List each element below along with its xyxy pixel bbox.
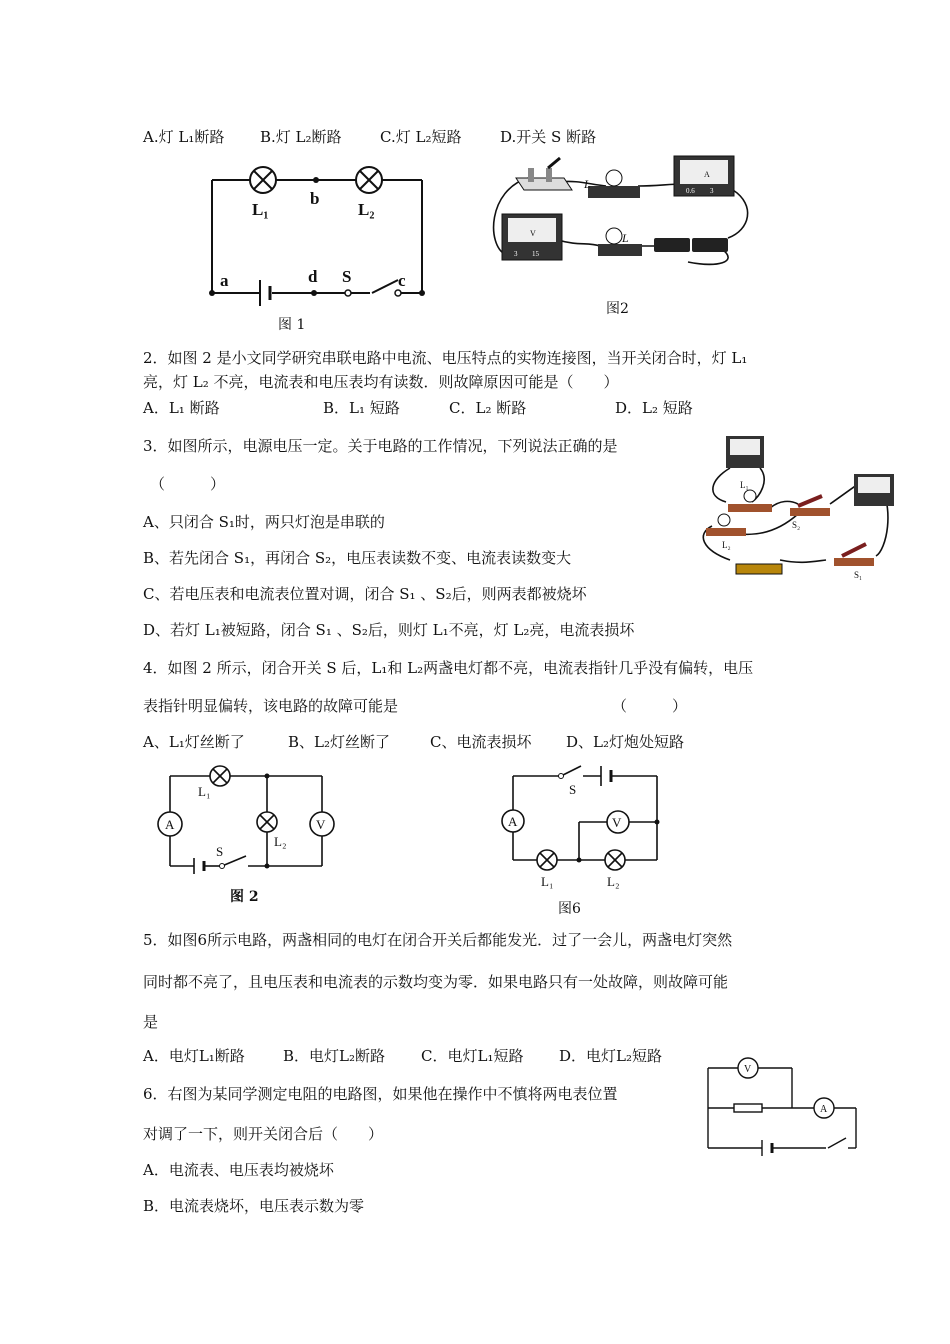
q6-line-2: 对调了一下，则开关闭合后（ ）	[143, 1125, 384, 1143]
figure-2-photo	[488, 150, 758, 275]
fig2-voltmeter-scale-3: 3	[514, 250, 518, 258]
figure-1-circuit	[200, 160, 440, 310]
q5-line-2: 同时都不亮了，且电压表和电流表的示数均变为零．如果电路只有一处故障，则故障可能	[143, 973, 729, 991]
q3-stem: 3．如图所示，电源电压一定。关于电路的工作情况，下列说法正确的是	[143, 437, 618, 455]
q1-choice-d: D.开关 S 断路	[500, 128, 597, 146]
q5-line-1: 5．如图6所示电路，两盏相同的电灯在闭合开关后都能发光．过了一会儿，两盏电灯突然	[143, 931, 733, 949]
fig2-ammeter-scale-06: 0.6	[686, 187, 695, 195]
figure-q6-circuit	[700, 1052, 870, 1156]
q3-option-b: B、若先闭合 S₁，再闭合 S₂，电压表读数不变、电流表读数变大	[143, 549, 572, 567]
figB-label-voltmeter: V	[612, 815, 622, 830]
fig2-ammeter-letter: A	[704, 170, 710, 179]
q5-choice-b: B．电灯L₂断路	[283, 1047, 385, 1065]
q3-blank: （ ）	[150, 475, 226, 493]
figB-label-l2: L₂	[607, 874, 620, 889]
q4-choice-b: B、L₂灯丝断了	[288, 733, 390, 751]
q1-choice-a: A.灯 L₁断路	[143, 128, 225, 146]
figA-label-ammeter: A	[165, 817, 175, 832]
q5-choices	[143, 1046, 662, 1066]
q4-line-1: 4．如图 2 所示，闭合开关 S 后，L₁和 L₂两盏电灯都不亮，电流表指针几乎没有偏转，电压	[143, 659, 754, 677]
q2-line-1: 2．如图 2 是小文同学研究串联电路中电流、电压特点的实物连接图，当开关闭合时，灯 L₁	[143, 349, 748, 367]
fig1-label-a: a	[220, 271, 229, 290]
q6-fig-label-ammeter: A	[820, 1104, 828, 1115]
q5-choice-a: A．电灯L₁断路	[143, 1047, 245, 1065]
fig1-label-c: c	[398, 271, 406, 290]
figure-q4-caption: 图 2	[230, 889, 259, 905]
figure-2-caption: 图2	[606, 301, 629, 317]
q6-fig-label-voltmeter: V	[744, 1064, 752, 1075]
fig1-label-d: d	[308, 267, 318, 286]
figure-1-caption: 图 1	[278, 317, 306, 333]
fig1-label-l1: L₁	[252, 200, 269, 219]
q4-choice-c: C、电流表损坏	[430, 733, 532, 751]
q3-fig-label-l1: L₁	[740, 480, 749, 490]
q6-line-1: 6．右图为某同学测定电阻的电路图，如果他在操作中不慎将两电表位置	[143, 1085, 618, 1103]
q2-line-2: 亮，灯 L₂ 不亮，电流表和电压表均有读数．则故障原因可能是（ ）	[143, 373, 619, 391]
q6-option-a: A．电流表、电压表均被烧坏	[143, 1161, 334, 1179]
q4-choice-d: D、L₂灯炮处短路	[566, 733, 685, 751]
q3-option-c: C、若电压表和电流表位置对调，闭合 S₁ 、S₂后，则两表都被烧坏	[143, 585, 587, 603]
q2-choice-c: C．L₂ 断路	[449, 399, 527, 417]
q5-choice-c: C．电灯L₁短路	[421, 1047, 524, 1065]
q4-choice-a: A、L₁灯丝断了	[143, 733, 245, 751]
fig2-label-l2: L	[622, 231, 629, 245]
q3-option-d: D、若灯 L₁被短路，闭合 S₁ 、S₂后，则灯 L₁不亮，灯 L₂亮，电流表损坏	[143, 621, 635, 639]
q2-choice-b: B．L₁ 短路	[323, 399, 400, 417]
q2-choices	[143, 398, 693, 418]
fig1-label-s: S	[342, 267, 352, 286]
fig2-voltmeter-scale-15: 15	[532, 250, 539, 258]
q4-blank: （ ）	[612, 697, 688, 715]
figA-label-l2: L₂	[274, 834, 287, 849]
figB-label-ammeter: A	[508, 814, 518, 829]
q1-choice-b: B.灯 L₂断路	[260, 128, 342, 146]
q1-choices	[143, 127, 596, 147]
figure-6-caption: 图6	[558, 901, 581, 917]
q2-choice-a: A．L₁ 断路	[143, 399, 220, 417]
q5-choice-d: D．电灯L₂短路	[559, 1047, 663, 1065]
figA-label-s: S	[216, 844, 224, 859]
q4-line-2: 表指针明显偏转，该电路的故障可能是	[143, 697, 399, 715]
fig1-label-l2: L₂	[358, 200, 375, 219]
q4-choices	[143, 732, 684, 752]
figB-label-l1: L₁	[541, 874, 554, 889]
fig2-voltmeter-letter: V	[530, 229, 536, 238]
fig2-label-l1: L	[584, 177, 591, 191]
q6-option-b: B．电流表烧坏，电压表示数为零	[143, 1197, 365, 1215]
figA-label-l1: L₁	[198, 784, 211, 799]
figure-6-circuit	[495, 762, 675, 892]
figure-q4-circuit	[150, 762, 350, 882]
figA-label-voltmeter: V	[316, 817, 326, 832]
fig1-label-b: b	[310, 189, 320, 208]
q3-fig-label-l2: L₂	[722, 540, 731, 550]
q3-fig-label-s1: S₁	[854, 570, 863, 580]
figB-label-s: S	[569, 782, 577, 797]
q5-line-3: 是	[143, 1013, 159, 1031]
fig2-ammeter-scale-3: 3	[710, 187, 714, 195]
q3-fig-label-s2: S₂	[792, 520, 801, 530]
figure-q3-photo	[700, 430, 900, 590]
q1-choice-c: C.灯 L₂短路	[380, 128, 462, 146]
q2-choice-d: D．L₂ 短路	[615, 399, 693, 417]
q3-option-a: A、只闭合 S₁时，两只灯泡是串联的	[143, 513, 385, 531]
